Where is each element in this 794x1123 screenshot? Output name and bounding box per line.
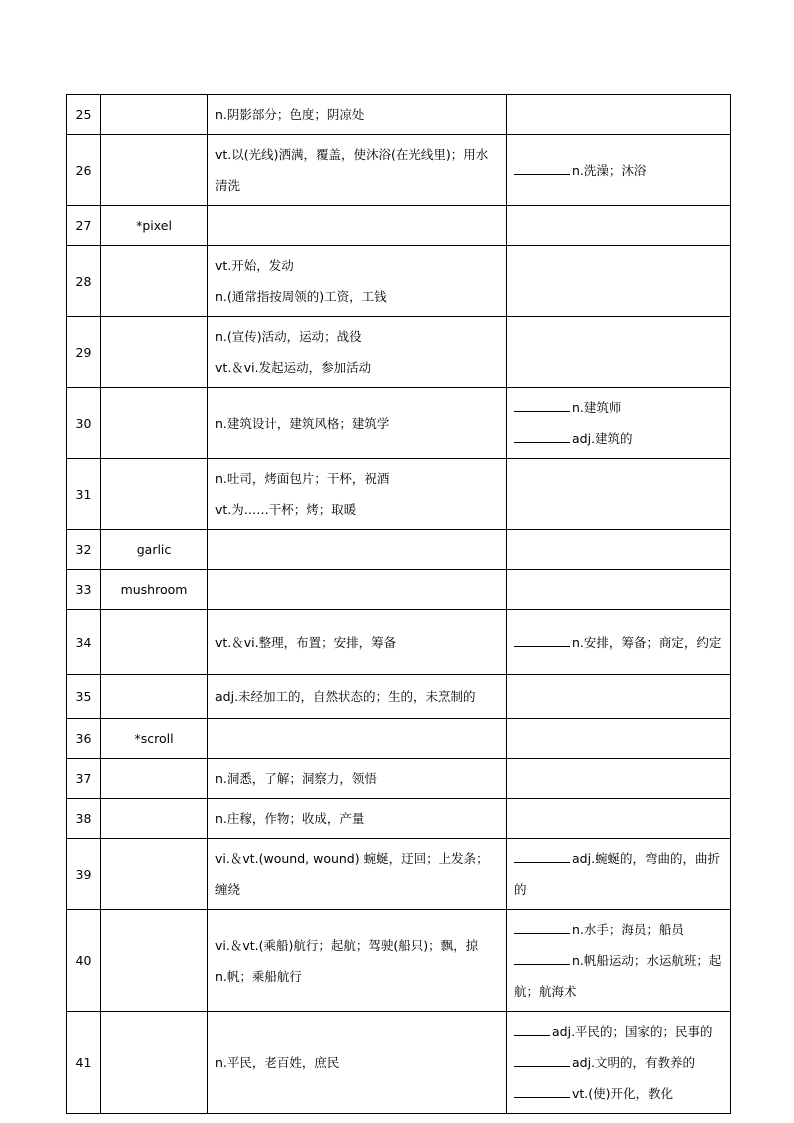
- answer-blank[interactable]: [514, 1034, 550, 1036]
- answer-blank[interactable]: [514, 932, 570, 934]
- derivative-cell: [507, 206, 731, 246]
- table-row: [67, 675, 731, 719]
- derivative-line: [514, 627, 723, 658]
- word-cell: [101, 610, 208, 675]
- derivative-cell: [507, 839, 731, 910]
- meaning-cell: [208, 530, 507, 570]
- meaning-line: vi.＆vt.(wound, wound) 蜿蜒，迂回；上发条；缠绕: [215, 851, 489, 897]
- row-number: 35: [67, 675, 101, 719]
- vocabulary-table-body: [67, 95, 731, 1114]
- meaning-line: vi.＆vt.(乘船)航行；起航；驾驶(船只)；飘，掠: [215, 937, 479, 953]
- table-row: [67, 759, 731, 799]
- meaning-cell: [208, 759, 507, 799]
- word-cell: [101, 675, 208, 719]
- derivative-cell: [507, 610, 731, 675]
- derivative-line: [514, 914, 723, 945]
- row-number: 37: [67, 759, 101, 799]
- table-row: [67, 910, 731, 1012]
- row-number: 33: [67, 570, 101, 610]
- derivative-text: n.建筑师: [572, 400, 622, 415]
- word-cell: [101, 910, 208, 1012]
- row-number: 29: [67, 317, 101, 388]
- meaning-line: n.庄稼，作物；收成，产量: [215, 811, 365, 826]
- row-number: 26: [67, 135, 101, 206]
- table-row: [67, 839, 731, 910]
- meaning-cell: [208, 459, 507, 530]
- meaning-cell: [208, 317, 507, 388]
- meaning-line: n.平民，老百姓，庶民: [215, 1055, 340, 1070]
- derivative-cell: [507, 1012, 731, 1114]
- word-cell: [101, 95, 208, 135]
- meaning-line: vt.开始，发动: [215, 258, 294, 273]
- row-number: 36: [67, 719, 101, 759]
- row-number: 34: [67, 610, 101, 675]
- word-cell: *scroll: [101, 719, 208, 759]
- derivative-text: n.安排，筹备；商定，约定: [572, 634, 722, 650]
- derivative-text: adj.平民的；国家的；民事的: [552, 1024, 713, 1039]
- derivative-line: [514, 1016, 723, 1047]
- derivative-line: [514, 843, 723, 905]
- meaning-cell: [208, 719, 507, 759]
- meaning-line: vt.＆vi.整理，布置；安排，筹备: [215, 634, 397, 650]
- answer-blank[interactable]: [514, 861, 570, 863]
- meaning-cell: [208, 95, 507, 135]
- row-number: 31: [67, 459, 101, 530]
- derivative-line: [514, 945, 723, 1007]
- row-number: 39: [67, 839, 101, 910]
- row-number: 32: [67, 530, 101, 570]
- derivative-cell: [507, 459, 731, 530]
- meaning-line: adj.未经加工的，自然状态的；生的，未烹制的: [215, 689, 476, 704]
- meaning-line: n.(宣传)活动，运动；战役: [215, 329, 362, 344]
- derivative-text: n.水手；海员；船员: [572, 922, 684, 937]
- answer-blank[interactable]: [514, 1065, 570, 1067]
- table-row: [67, 1012, 731, 1114]
- word-cell: [101, 799, 208, 839]
- derivative-text: adj.蜿蜒的，弯曲的，曲折的: [514, 851, 721, 897]
- answer-blank[interactable]: [514, 963, 570, 965]
- meaning-cell: [208, 388, 507, 459]
- word-cell: [101, 135, 208, 206]
- derivative-cell: [507, 799, 731, 839]
- table-row: [67, 206, 731, 246]
- row-number: 30: [67, 388, 101, 459]
- meaning-cell: [208, 839, 507, 910]
- meaning-line: n.(通常指按周领的)工资，工钱: [215, 289, 387, 304]
- meaning-line: vt.为……干杯；烤；取暖: [215, 502, 357, 517]
- derivative-cell: [507, 317, 731, 388]
- word-cell: mushroom: [101, 570, 208, 610]
- answer-blank[interactable]: [514, 173, 570, 175]
- derivative-text: n.帆船运动；水运航班；起航；航海术: [514, 953, 722, 999]
- word-cell: [101, 317, 208, 388]
- row-number: 38: [67, 799, 101, 839]
- vocabulary-table: [66, 94, 731, 1114]
- meaning-line: vt.＆vi.发起运动，参加活动: [215, 360, 372, 375]
- meaning-cell: [208, 135, 507, 206]
- meaning-line: n.洞悉，了解；洞察力，领悟: [215, 771, 377, 786]
- table-row: [67, 135, 731, 206]
- table-row: [67, 246, 731, 317]
- derivative-cell: [507, 388, 731, 459]
- meaning-line: n.建筑设计，建筑风格；建筑学: [215, 415, 390, 431]
- table-row: [67, 799, 731, 839]
- row-number: 28: [67, 246, 101, 317]
- row-number: 40: [67, 910, 101, 1012]
- table-row: [67, 610, 731, 675]
- word-cell: [101, 759, 208, 799]
- table-row: [67, 570, 731, 610]
- derivative-text: adj.文明的，有教养的: [572, 1055, 696, 1070]
- derivative-line: [514, 1047, 723, 1078]
- word-cell: [101, 459, 208, 530]
- word-cell: [101, 839, 208, 910]
- meaning-line: n.吐司，烤面包片；干杯，祝酒: [215, 471, 390, 486]
- row-number: 41: [67, 1012, 101, 1114]
- derivative-cell: [507, 910, 731, 1012]
- derivative-text: adj.建筑的: [572, 431, 633, 446]
- word-cell: [101, 246, 208, 317]
- meaning-cell: [208, 570, 507, 610]
- meaning-line: n.帆；乘船航行: [215, 968, 302, 984]
- derivative-line: [514, 1078, 723, 1109]
- row-number: 27: [67, 206, 101, 246]
- meaning-cell: [208, 246, 507, 317]
- answer-blank[interactable]: [514, 410, 570, 412]
- derivative-cell: [507, 530, 731, 570]
- derivative-cell: [507, 675, 731, 719]
- answer-blank[interactable]: [514, 1096, 570, 1098]
- table-row: [67, 530, 731, 570]
- table-row: [67, 388, 731, 459]
- derivative-cell: [507, 719, 731, 759]
- word-cell: [101, 388, 208, 459]
- derivative-cell: [507, 246, 731, 317]
- table-row: [67, 95, 731, 135]
- table-row: [67, 317, 731, 388]
- meaning-cell: [208, 675, 507, 719]
- meaning-cell: [208, 910, 507, 1012]
- meaning-cell: [208, 206, 507, 246]
- derivative-line: [514, 155, 723, 186]
- derivative-text: n.洗澡；沐浴: [572, 162, 647, 178]
- meaning-cell: [208, 799, 507, 839]
- word-cell: *pixel: [101, 206, 208, 246]
- answer-blank[interactable]: [514, 645, 570, 647]
- table-row: [67, 459, 731, 530]
- word-cell: [101, 1012, 208, 1114]
- derivative-line: [514, 423, 723, 454]
- derivative-line: [514, 392, 723, 423]
- meaning-line: vt.以(光线)洒满，覆盖，使沐浴(在光线里)；用水清洗: [215, 147, 489, 193]
- derivative-cell: [507, 95, 731, 135]
- derivative-cell: [507, 570, 731, 610]
- meaning-line: n.阴影部分；色度；阴凉处: [215, 107, 365, 122]
- derivative-cell: [507, 759, 731, 799]
- meaning-cell: [208, 1012, 507, 1114]
- word-cell: garlic: [101, 530, 208, 570]
- derivative-text: vt.(使)开化，教化: [572, 1086, 674, 1101]
- meaning-cell: [208, 610, 507, 675]
- row-number: 25: [67, 95, 101, 135]
- derivative-cell: [507, 135, 731, 206]
- table-row: [67, 719, 731, 759]
- answer-blank[interactable]: [514, 441, 570, 443]
